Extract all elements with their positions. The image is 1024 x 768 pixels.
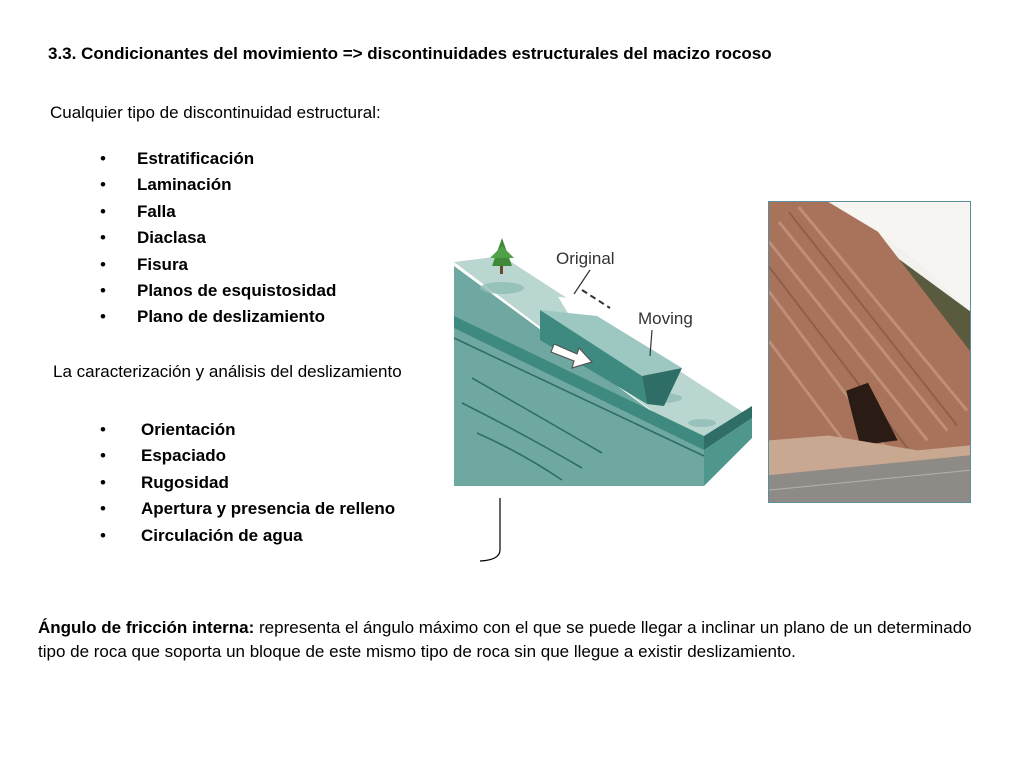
- bullet: •: [100, 175, 106, 195]
- list-item-label: Laminación: [137, 175, 232, 195]
- bullet: •: [100, 525, 106, 545]
- friction-angle-definition: representa el ángulo máximo con el que se puede llegar a inclinar un plano de un determinado tipo de roca que soporta un bloque de este mismo tipo de roca sin que llegue a existir deslizamiento.: [38, 618, 972, 661]
- list-item-label: Plano de deslizamiento: [137, 307, 325, 327]
- intro-text: Cualquier tipo de discontinuidad estructural:: [50, 103, 381, 122]
- list-item-label: Orientación: [141, 420, 236, 439]
- bullet: •: [100, 472, 106, 492]
- label-moving: Moving: [638, 309, 693, 328]
- bullet: •: [100, 228, 106, 248]
- bullet: •: [100, 254, 106, 274]
- bullet: •: [100, 446, 106, 466]
- list-item-label: Estratificación: [137, 149, 255, 168]
- list-item-label: Circulación de agua: [141, 525, 303, 545]
- rock-slope-photo: [768, 201, 971, 503]
- slide-title: 3.3. Condicionantes del movimiento => discontinuidades estructurales del macizo rocoso: [48, 44, 772, 63]
- friction-angle-term: Ángulo de fricción interna:: [38, 618, 255, 637]
- analysis-intro-text: La caracterización y análisis del deslizamiento: [53, 362, 402, 381]
- bracket-line: [476, 496, 510, 566]
- list-item-label: Rugosidad: [141, 472, 229, 492]
- bullet: •: [100, 499, 106, 519]
- bullet: •: [100, 149, 106, 168]
- bullet: •: [100, 201, 106, 221]
- label-original: Original: [556, 249, 615, 268]
- list-item-label: Apertura y presencia de relleno: [141, 499, 396, 519]
- sliding-block-diagram: [432, 228, 762, 500]
- list-item-label: Espaciado: [141, 446, 227, 466]
- list-item-label: Fisura: [137, 254, 189, 274]
- list-item-label: Falla: [137, 201, 176, 221]
- bullet: •: [100, 420, 106, 439]
- list-item-label: Diaclasa: [137, 228, 206, 248]
- list-item-label: Planos de esquistosidad: [137, 280, 337, 300]
- bullet: •: [100, 280, 106, 300]
- friction-angle-paragraph: [38, 616, 993, 663]
- bullet: •: [100, 307, 106, 327]
